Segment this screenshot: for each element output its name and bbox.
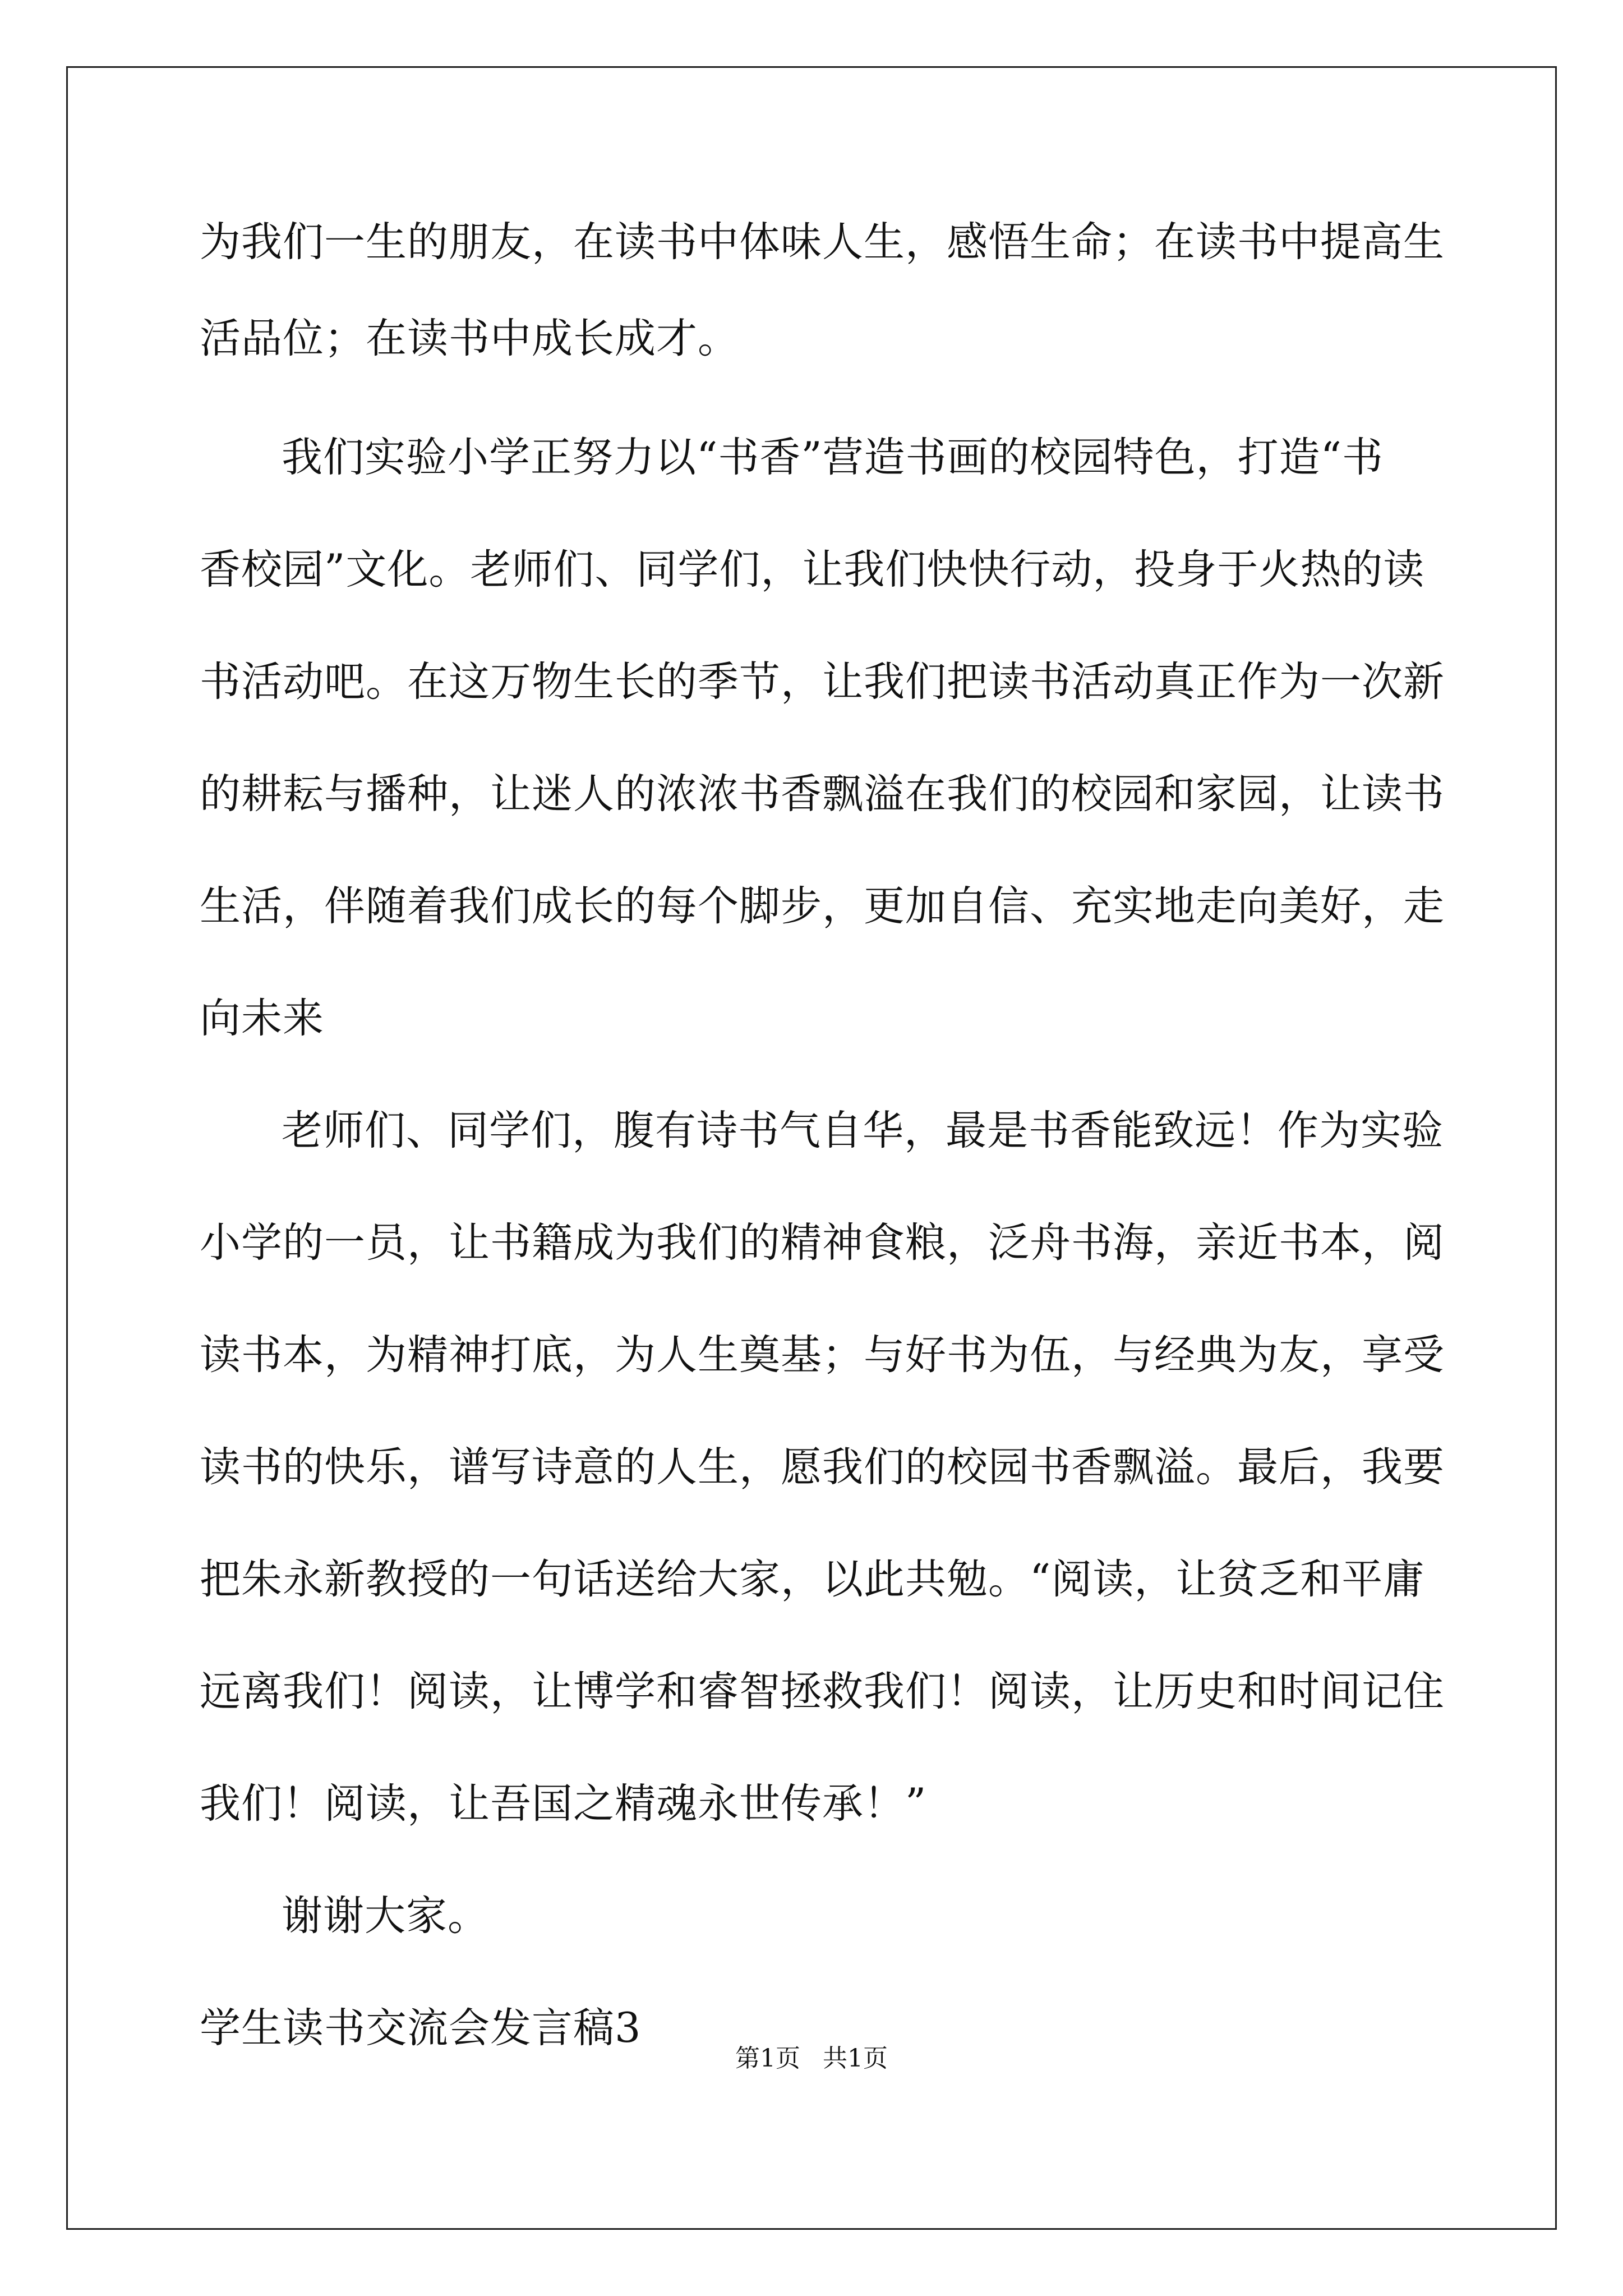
paragraph-line: 生活，伴随着我们成长的每个脚步，更加自信、充实地走向美好，走: [200, 882, 1445, 930]
paragraph-line: 我们实验小学正努力以“书香”营造书画的校园特色，打造“书: [282, 434, 1384, 481]
paragraph-line: 把朱永新教授的一句话送给大家，以此共勉。“阅读，让贫乏和平庸: [200, 1556, 1425, 1603]
paragraph-line: 香校园”文化。老师们、同学们，让我们快快行动，投身于火热的读: [200, 546, 1425, 593]
paragraph-line: 小学的一员，让书籍成为我们的精神食粮，泛舟书海，亲近书本，阅: [200, 1219, 1445, 1267]
paragraph-line: 谢谢大家。: [282, 1892, 489, 1940]
paragraph-line: 读书本，为精神打底，为人生奠基；与好书为伍，与经典为友，享受: [200, 1331, 1445, 1379]
paragraph-line: 为我们一生的朋友，在读书中体味人生，感悟生命；在读书中提高生: [200, 218, 1445, 266]
paragraph-line: 活品位；在读书中成长成才。: [200, 315, 739, 362]
paragraph-line: 向未来: [200, 995, 324, 1042]
paragraph-line: 书活动吧。在这万物生长的季节，让我们把读书活动真正作为一次新: [200, 658, 1445, 706]
paragraph-line: 读书的快乐，谱写诗意的人生，愿我们的校园书香飘溢。最后，我要: [200, 1443, 1445, 1491]
paragraph-line: 老师们、同学们，腹有诗书气自华，最是书香能致远！作为实验: [282, 1107, 1444, 1154]
page-number-current: 第1页: [735, 2044, 800, 2073]
section-heading: 学生读书交流会发言稿3: [200, 2004, 642, 2052]
page-number-total: 共1页: [823, 2044, 888, 2073]
page-footer: [0, 2042, 1623, 2076]
paragraph-line: 远离我们！阅读，让博学和睿智拯救我们！阅读，让历史和时间记住: [200, 1668, 1445, 1715]
paragraph-line: 我们！阅读，让吾国之精魂永世传承！”: [200, 1780, 927, 1828]
paragraph-line: 的耕耘与播种，让迷人的浓浓书香飘溢在我们的校园和家园，让读书: [200, 770, 1445, 818]
